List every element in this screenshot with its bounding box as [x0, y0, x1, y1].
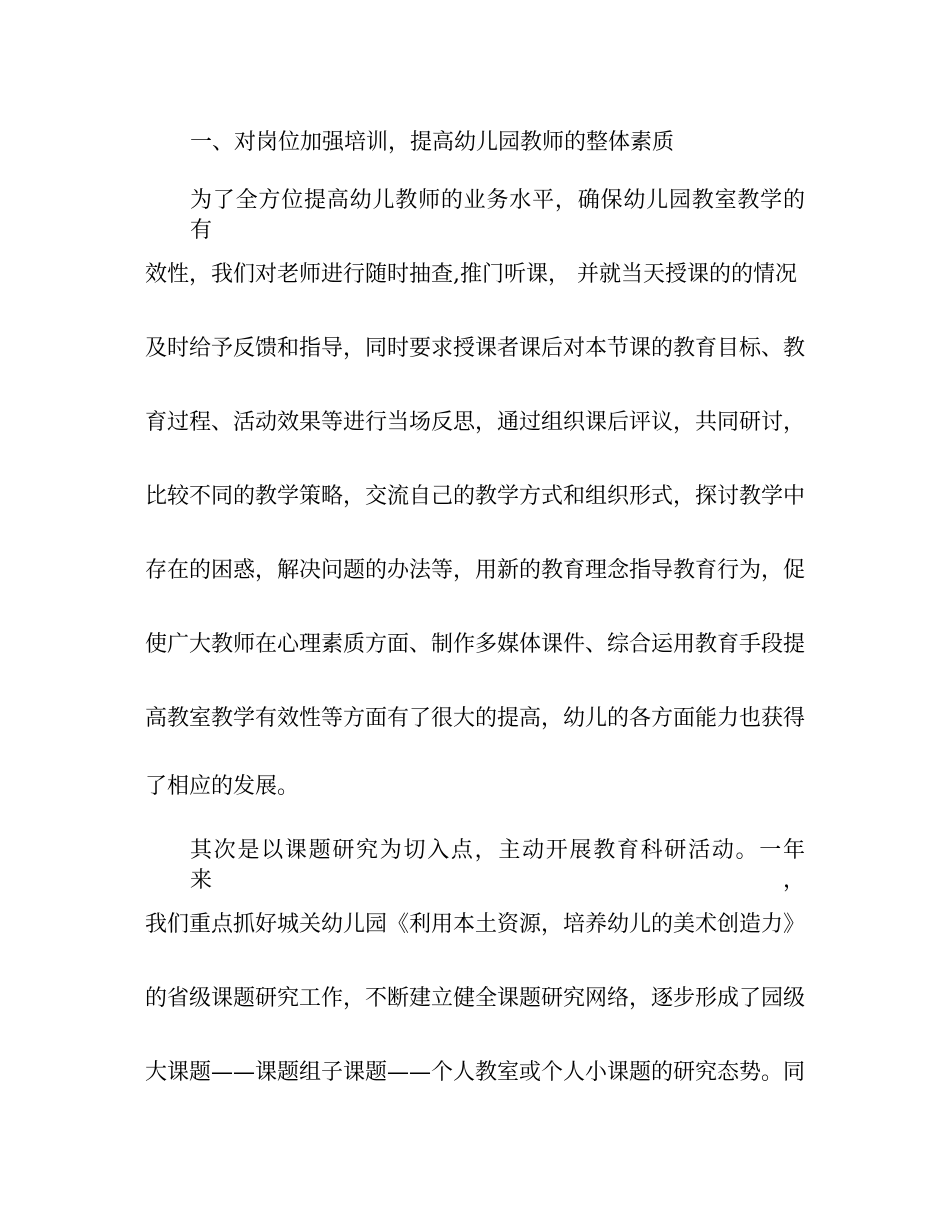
paragraph-2-line-3: 的省级课题研究工作，不断建立健全课题研究网络，逐步形成了园级: [145, 986, 806, 1011]
paragraph-1-line-5: 比较不同的教学策略，交流自己的教学方式和组织形式，探讨教学中: [145, 484, 806, 509]
paragraph-1-line-8: 高教室教学有效性等方面有了很大的提高，幼儿的各方面能力也获得: [145, 706, 806, 731]
paragraph-1-line-4: 育过程、活动效果等进行当场反思，通过组织课后评议，共同研讨，: [145, 410, 806, 435]
paragraph-2-line-4: 大课题——课题组子课题——个人教室或个人小课题的研究态势。同: [145, 1060, 806, 1085]
paragraph-1-line-3: 及时给予反馈和指导，同时要求授课者课后对本节课的教育目标、教: [145, 336, 806, 361]
paragraph-1-line-6: 存在的困惑，解决问题的办法等，用新的教育理念指导教育行为，促: [145, 558, 806, 583]
paragraph-1-line-9: 了相应的发展。: [145, 774, 300, 799]
paragraph-1-line-1: 为了全方位提高幼儿教师的业务水平，确保幼儿园教室教学的有: [190, 188, 805, 243]
section-heading: 一、对岗位加强培训，提高幼儿园教师的整体素质: [190, 130, 675, 155]
paragraph-2-line-1: 其次是以课题研究为切入点，主动开展教育科研活动。一年来，: [190, 838, 805, 893]
paragraph-2-line-2: 我们重点抓好城关幼儿园《利用本土资源，培养幼儿的美术创造力》: [145, 912, 806, 937]
paragraph-1-line-2: 效性，我们对老师进行随时抽查,推门听课， 并就当天授课的的情况: [145, 262, 797, 287]
paragraph-1-line-7: 使广大教师在心理素质方面、制作多媒体课件、综合运用教育手段提: [145, 632, 806, 657]
